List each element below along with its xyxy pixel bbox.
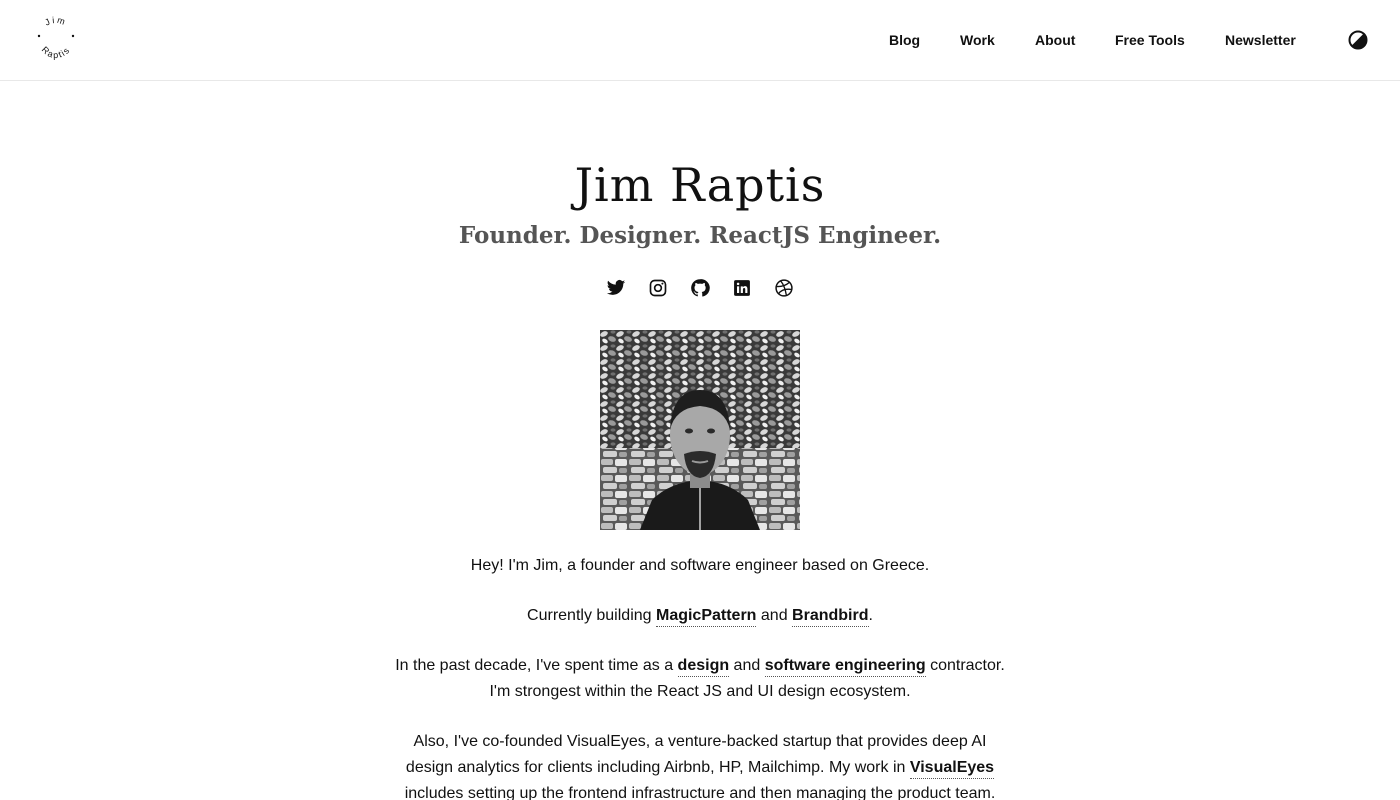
intro-text-3-suffix: contractor. I'm strongest within the React JS and UI design ecosystem. — [489, 657, 1005, 700]
intro-text-2-prefix: Currently building — [527, 607, 656, 624]
software-engineering-link[interactable]: software engineering — [765, 657, 926, 677]
dribbble-icon — [774, 278, 794, 298]
intro-content — [0, 553, 1400, 800]
twitter-link[interactable] — [606, 278, 626, 298]
github-icon — [690, 278, 710, 298]
twitter-icon — [606, 278, 626, 298]
intro-text-3-mid: and — [729, 657, 765, 674]
nav-newsletter-link[interactable]: Newsletter — [1225, 32, 1296, 48]
profile-photo — [600, 330, 800, 530]
brandbird-link[interactable]: Brandbird — [792, 607, 868, 627]
intro-text-2-mid: and — [756, 607, 793, 624]
intro-text-3-prefix: In the past decade, I've spent time as a — [395, 657, 678, 674]
intro-paragraph-3 — [390, 653, 1010, 705]
intro-text-4-suffix: includes setting up the frontend infrastructure and then managing the product team. — [404, 785, 996, 800]
intro-paragraph-4 — [390, 729, 1010, 800]
instagram-link[interactable] — [648, 278, 668, 298]
intro-text-1: Hey! I'm Jim, a founder and software engineer based on Greece. — [470, 557, 930, 574]
logo-text-bottom: Raptis — [39, 44, 73, 61]
contrast-icon — [1347, 29, 1369, 51]
page-subtitle: Founder. Designer. ReactJS Engineer. — [458, 222, 942, 249]
page-title: Jim Raptis — [574, 158, 826, 212]
intro-paragraph-1 — [390, 553, 1010, 579]
design-link[interactable]: design — [678, 657, 730, 677]
social-links — [0, 278, 1400, 300]
visualeyes-link[interactable]: VisualEyes — [910, 759, 994, 779]
intro-text-4-prefix: Also, I've co-founded VisualEyes, a venture-backed startup that provides deep AI design analytics for clients including Airbnb, HP, Mailchimp. My work in — [405, 733, 987, 776]
site-header — [0, 0, 1400, 81]
linkedin-link[interactable] — [732, 278, 752, 298]
nav-about-link[interactable]: About — [1035, 32, 1076, 48]
dribbble-link[interactable] — [774, 278, 794, 298]
nav-work-link[interactable]: Work — [960, 32, 995, 48]
profile-photo-image — [600, 330, 800, 530]
nav-free-tools-link[interactable]: Free Tools — [1115, 32, 1185, 48]
magicpattern-link[interactable]: MagicPattern — [656, 607, 756, 627]
intro-paragraph-2 — [390, 603, 1010, 629]
theme-toggle-button[interactable] — [1347, 29, 1369, 51]
main-nav — [0, 31, 1400, 51]
linkedin-icon — [732, 278, 752, 298]
intro-text-2-suffix: . — [868, 607, 873, 624]
instagram-icon — [648, 278, 668, 298]
svg-text:Jim — [43, 16, 68, 28]
github-link[interactable] — [690, 278, 710, 298]
nav-blog-link[interactable]: Blog — [889, 32, 921, 48]
logo-text-top: Jim — [43, 16, 69, 28]
